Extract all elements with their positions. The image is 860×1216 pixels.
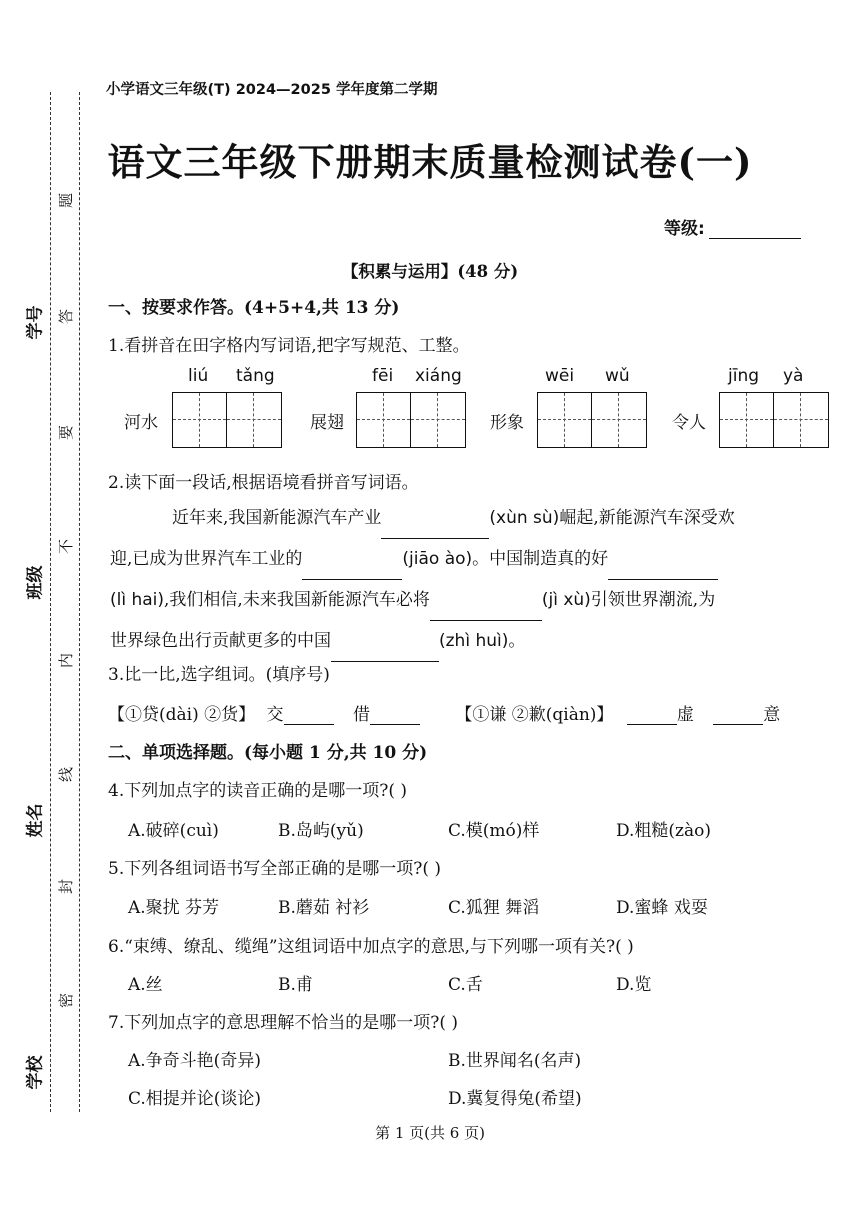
pinyin: xiáng [415, 366, 462, 386]
word-prefix: 展翅 [310, 413, 344, 433]
seal-char: 不 [57, 538, 76, 555]
option-c[interactable]: C.狐狸 舞滔 [448, 898, 540, 918]
grid-cell[interactable] [227, 393, 281, 447]
word-stem: 交 [266, 705, 284, 725]
word-stem: 虚 [676, 705, 694, 725]
answer-blank[interactable] [430, 602, 542, 621]
pinyin: liú [188, 366, 209, 386]
margin-label-student-id: 学号 [25, 305, 46, 340]
question-2-paragraph [110, 498, 835, 662]
answer-blank[interactable] [302, 561, 402, 580]
tianzige-grid[interactable] [537, 392, 647, 448]
answer-blank[interactable] [627, 706, 677, 725]
question-6: 6.“束缚、缭乱、缆绳”这组词语中加点字的意思,与下列哪一项有关?( ) [108, 937, 634, 957]
question-3: 3.比一比,选字组词。(填序号) [108, 665, 330, 685]
seal-char: 封 [57, 878, 76, 895]
pinyin-hint: (jì xù) [541, 590, 591, 610]
option-b[interactable]: B.蘑茹 衬衫 [278, 898, 370, 918]
question-1: 1.看拼音在田字格内写词语,把字写规范、工整。 [108, 336, 470, 356]
pinyin-hint: (lì hai) [110, 590, 165, 610]
seal-char: 线 [57, 766, 76, 783]
option-d[interactable]: D.蜜蜂 戏耍 [616, 898, 708, 918]
word-prefix: 令人 [672, 413, 706, 433]
page-number: 第 1 页(共 6 页) [375, 1124, 485, 1142]
char-group: 【①谦 ②歉(qiàn)】 [455, 705, 614, 725]
option-d[interactable]: D.粗糙(zào) [616, 821, 712, 841]
paragraph-text: 崛起,新能源汽车深受欢 [559, 508, 735, 528]
option-a[interactable]: A.聚扰 芬芳 [128, 898, 220, 918]
option-d[interactable]: D.览 [616, 975, 652, 995]
paragraph-text: 。中国制造真的好 [472, 549, 609, 569]
question-3-row [108, 700, 780, 725]
grid-cell[interactable] [592, 393, 646, 447]
option-a[interactable]: A.丝 [128, 975, 163, 995]
part-one-heading: 一、按要求作答。(4+5+4,共 13 分) [108, 298, 400, 318]
option-c[interactable]: C.舌 [448, 975, 483, 995]
grid-cell[interactable] [774, 393, 828, 447]
pinyin-hint: (zhì huì) [439, 631, 509, 651]
question-7: 7.下列加点字的意思理解不恰当的是哪一项?( ) [108, 1013, 459, 1033]
word-prefix: 形象 [490, 413, 524, 433]
answer-blank[interactable] [713, 706, 763, 725]
answer-blank[interactable] [381, 520, 489, 539]
option-a[interactable]: A.破碎(cuì) [128, 821, 219, 841]
section-title: 【积累与运用】(48 分) [341, 262, 519, 281]
pinyin: wǔ [605, 366, 630, 386]
margin-label-name: 姓名 [25, 803, 46, 838]
pinyin: wēi [545, 366, 575, 386]
word-prefix: 河水 [124, 413, 158, 433]
grade-label: 等级: [664, 219, 705, 239]
grid-cell[interactable] [538, 393, 592, 447]
seal-char: 内 [57, 652, 76, 669]
binding-line-inner [79, 92, 80, 1112]
pinyin: fēi [372, 366, 394, 386]
char-group: 【①贷(dài) ②货】 [108, 705, 256, 725]
pinyin-hint: (xùn sù) [489, 508, 560, 528]
grid-cell[interactable] [411, 393, 465, 447]
option-d[interactable]: D.冀复得兔(希望) [448, 1089, 582, 1109]
binding-line-outer [50, 92, 51, 1112]
paragraph-text: 。 [508, 631, 526, 651]
paragraph-text: 世界绿色出行贡献更多的中国 [110, 631, 331, 651]
pinyin: yà [783, 366, 804, 386]
answer-blank[interactable] [370, 706, 420, 725]
pinyin-hint: (jiāo ào) [402, 549, 473, 569]
paragraph-text: ,我们相信,未来我国新能源汽车必将 [164, 590, 430, 610]
seal-char: 要 [57, 424, 76, 441]
exam-subtitle: 小学语文三年级(T) 2024—2025 学年度第二学期 [106, 82, 438, 98]
seal-char: 密 [57, 992, 76, 1009]
grid-cell[interactable] [173, 393, 227, 447]
tianzige-grid[interactable] [719, 392, 829, 448]
grid-cell[interactable] [357, 393, 411, 447]
tianzige-grid[interactable] [172, 392, 282, 448]
paragraph-text: 引领世界潮流,为 [590, 590, 716, 610]
margin-label-class: 班级 [25, 565, 46, 600]
grid-cell[interactable] [720, 393, 774, 447]
exam-title: 语文三年级下册期末质量检测试卷(一) [107, 140, 753, 184]
pinyin: jīng [728, 366, 760, 386]
answer-blank[interactable] [608, 561, 718, 580]
option-b[interactable]: B.世界闻名(名声) [448, 1051, 582, 1071]
option-b[interactable]: B.甫 [278, 975, 313, 995]
grade-blank[interactable] [709, 220, 801, 239]
question-5: 5.下列各组词语书写全部正确的是哪一项?( ) [108, 859, 442, 879]
word-stem: 意 [763, 705, 781, 725]
grade-field[interactable] [664, 214, 801, 239]
answer-blank[interactable] [331, 643, 439, 662]
seal-char: 答 [57, 308, 76, 325]
option-c[interactable]: C.模(mó)样 [448, 821, 540, 841]
part-two-heading: 二、单项选择题。(每小题 1 分,共 10 分) [108, 743, 428, 763]
margin-label-school: 学校 [25, 1055, 46, 1090]
question-4: 4.下列加点字的读音正确的是哪一项?( ) [108, 781, 408, 801]
option-a[interactable]: A.争奇斗艳(奇异) [128, 1051, 261, 1071]
question-2: 2.读下面一段话,根据语境看拼音写词语。 [108, 473, 419, 493]
word-stem: 借 [352, 705, 370, 725]
option-c[interactable]: C.相提并论(谈论) [128, 1089, 262, 1109]
paragraph-text: 近年来,我国新能源汽车产业 [172, 508, 382, 528]
answer-blank[interactable] [284, 706, 334, 725]
seal-char: 题 [57, 192, 76, 209]
paragraph-text: 迎,已成为世界汽车工业的 [110, 549, 303, 569]
tianzige-grid[interactable] [356, 392, 466, 448]
pinyin: tǎng [236, 366, 275, 386]
option-b[interactable]: B.岛屿(yǔ) [278, 821, 364, 841]
